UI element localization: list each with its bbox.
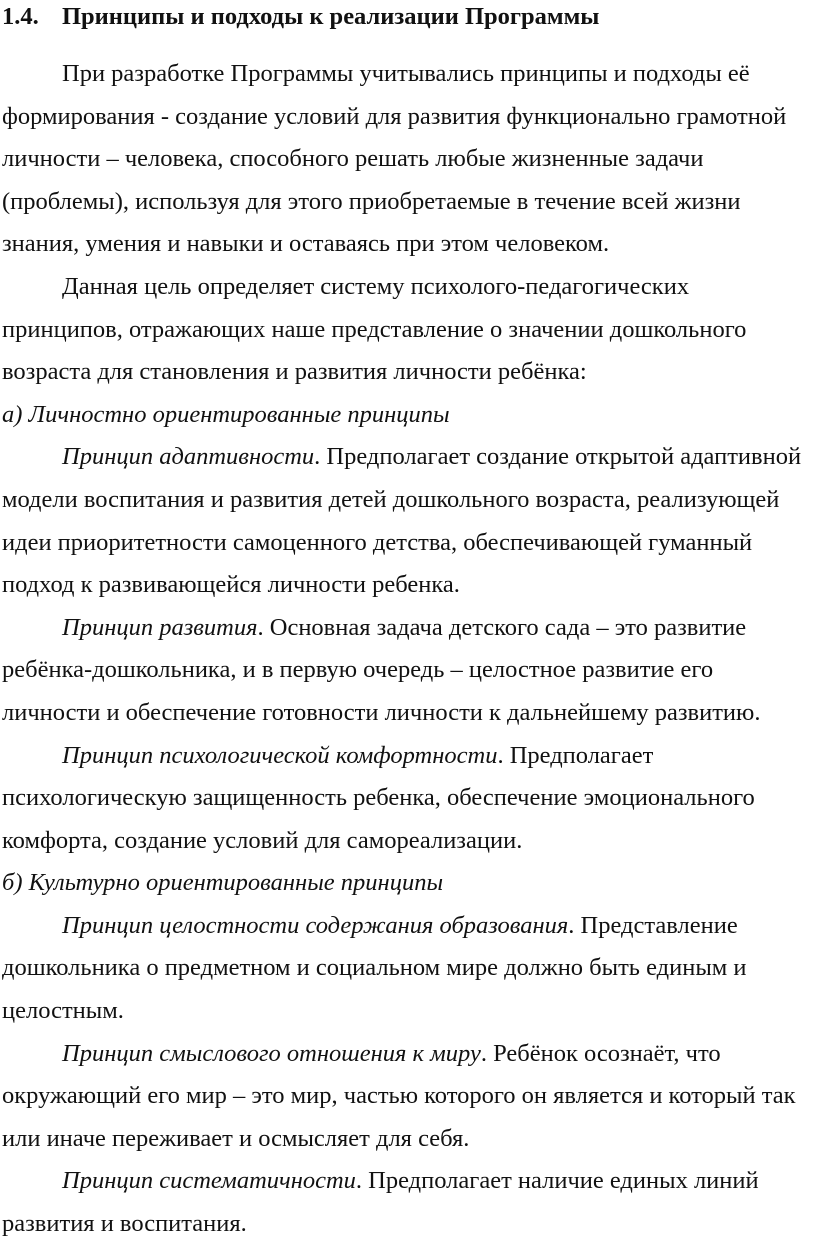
principle-text: . Ребёнок осознаёт, что окружающий его мир – это мир, частью которого он является и который так или иначе переживает и осмысляет для себя.: [2, 1039, 796, 1152]
group-b-heading: б) Культурно ориентированные принципы: [2, 869, 444, 897]
principle-name: Принцип развития: [62, 613, 258, 641]
principle-text: . Предполагает наличие единых линий развития и воспитания.: [2, 1167, 759, 1238]
principle-adaptivity: [2, 436, 816, 606]
principle-content-integrity: [2, 905, 816, 1033]
principle-text: . Предполагает создание открытой адаптивной модели воспитания и развития детей дошкольного возраста, реализующей идеи приоритетности самоценного детства, обеспечивающей гуманный подход к развивающейся личности ребенка.: [2, 443, 802, 599]
principle-text: . Предполагает психологическую защищенность ребенка, обеспечение эмоционального комфорта, создание условий для самореализации.: [2, 741, 755, 854]
principle-meaningful-relation: [2, 1033, 816, 1161]
principle-systematicity: [2, 1160, 816, 1245]
section-heading: [2, 0, 816, 34]
principle-name: Принцип адаптивности: [62, 443, 315, 471]
principle-name: Принцип систематичности: [62, 1167, 356, 1195]
principle-text: . Основная задача детского сада – это развитие ребёнка-дошкольника, и в первую очередь – целостное развитие его личности и обеспечение готовности личности к дальнейшему развитию.: [2, 613, 761, 726]
principle-name: Принцип целостности содержания образования: [62, 911, 569, 939]
section-number: 1.4.: [2, 3, 39, 30]
intro-paragraph-2: Данная цель определяет систему психолого-педагогических принципов, отражающих наше представление о значении дошкольного возраста для становления и развития личности ребёнка:: [2, 272, 747, 386]
principle-name: Принцип смыслового отношения к миру: [62, 1039, 481, 1067]
principle-psychological-comfort: [2, 735, 816, 863]
principle-development: [2, 607, 816, 735]
section-title: Принципы и подходы к реализации Программы: [62, 3, 600, 30]
group-a-heading: а) Личностно ориентированные принципы: [2, 400, 450, 428]
intro-paragraph-1: При разработке Программы учитывались принципы и подходы её формирования - создание условий для развития функционально грамотной личности – человека, способного решать любые жизненные задачи (проблемы), используя для этого приобретаемые в течение всей жизни знания, умения и навыки и оставаясь при этом человеком.: [2, 60, 787, 258]
principle-text: . Представление дошкольника о предметном и социальном мире должно быть единым и целостным.: [2, 911, 747, 1025]
principle-name: Принцип психологической комфортности: [62, 741, 498, 769]
